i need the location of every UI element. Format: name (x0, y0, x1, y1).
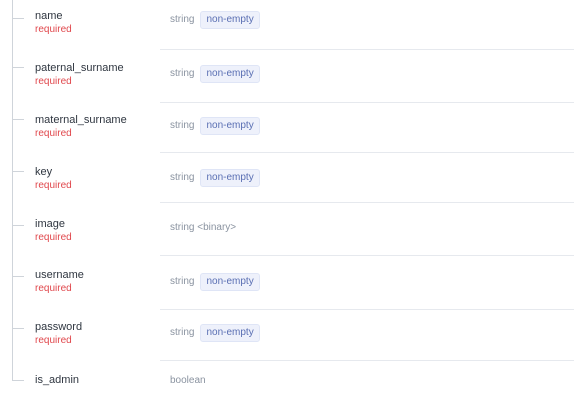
tree-connector (12, 67, 24, 68)
constraint-badge: non-empty (200, 117, 259, 135)
property-type-cell (170, 65, 260, 83)
tree-connector (12, 225, 24, 226)
schema-row-key (0, 152, 574, 202)
property-name-cell (35, 10, 160, 36)
constraint-badge: non-empty (200, 273, 259, 291)
schema-row-username (0, 256, 574, 309)
constraint-badge: non-empty (200, 169, 259, 187)
property-name-cell (35, 166, 160, 192)
property-type: string (170, 276, 195, 287)
property-type-cell (170, 169, 260, 187)
property-type: string (170, 14, 195, 25)
property-type: boolean (170, 375, 206, 386)
property-type-cell (170, 222, 236, 234)
required-label: required (35, 76, 72, 87)
constraint-badge: non-empty (200, 324, 259, 342)
constraint-badge: non-empty (200, 65, 259, 83)
property-name-cell (35, 62, 160, 88)
schema-row-password (0, 309, 574, 361)
property-type: string <binary> (170, 222, 237, 233)
property-name-cell (35, 374, 160, 387)
property-type-cell (170, 11, 260, 29)
required-label: required (35, 180, 72, 191)
required-label: required (35, 128, 72, 139)
required-label: required (35, 232, 72, 243)
property-name: is_admin (35, 374, 80, 386)
required-label: required (35, 283, 72, 294)
property-name: username (35, 269, 84, 281)
required-label: required (35, 335, 72, 346)
tree-connector (12, 276, 24, 277)
schema-row-is-admin (0, 361, 574, 397)
property-name: name (35, 10, 63, 22)
constraint-badge: non-empty (200, 11, 259, 29)
schema-row-image (0, 202, 574, 257)
property-name: maternal_surname (35, 114, 127, 126)
property-type: string (170, 327, 195, 338)
property-type-cell (170, 117, 260, 135)
tree-connector (12, 380, 24, 381)
property-name-cell (35, 321, 160, 347)
property-type-cell (170, 324, 260, 342)
required-label: required (35, 24, 72, 35)
property-name: image (35, 218, 65, 230)
tree-connector (12, 328, 24, 329)
tree-connector (12, 171, 24, 172)
property-name: key (35, 166, 53, 178)
tree-connector (12, 18, 24, 19)
property-name-cell (35, 114, 160, 140)
property-name-cell (35, 269, 160, 295)
tree-connector (12, 119, 24, 120)
property-type-cell (170, 273, 260, 291)
schema-row-paternal-surname (0, 50, 574, 100)
schema-row-maternal-surname (0, 102, 574, 152)
property-type-cell (170, 375, 206, 387)
property-name-cell (35, 218, 160, 244)
property-name: paternal_surname (35, 62, 124, 74)
schema-row-name (0, 0, 574, 50)
property-name: password (35, 321, 83, 333)
property-type: string (170, 68, 195, 79)
property-type: string (170, 120, 195, 131)
property-type: string (170, 172, 195, 183)
